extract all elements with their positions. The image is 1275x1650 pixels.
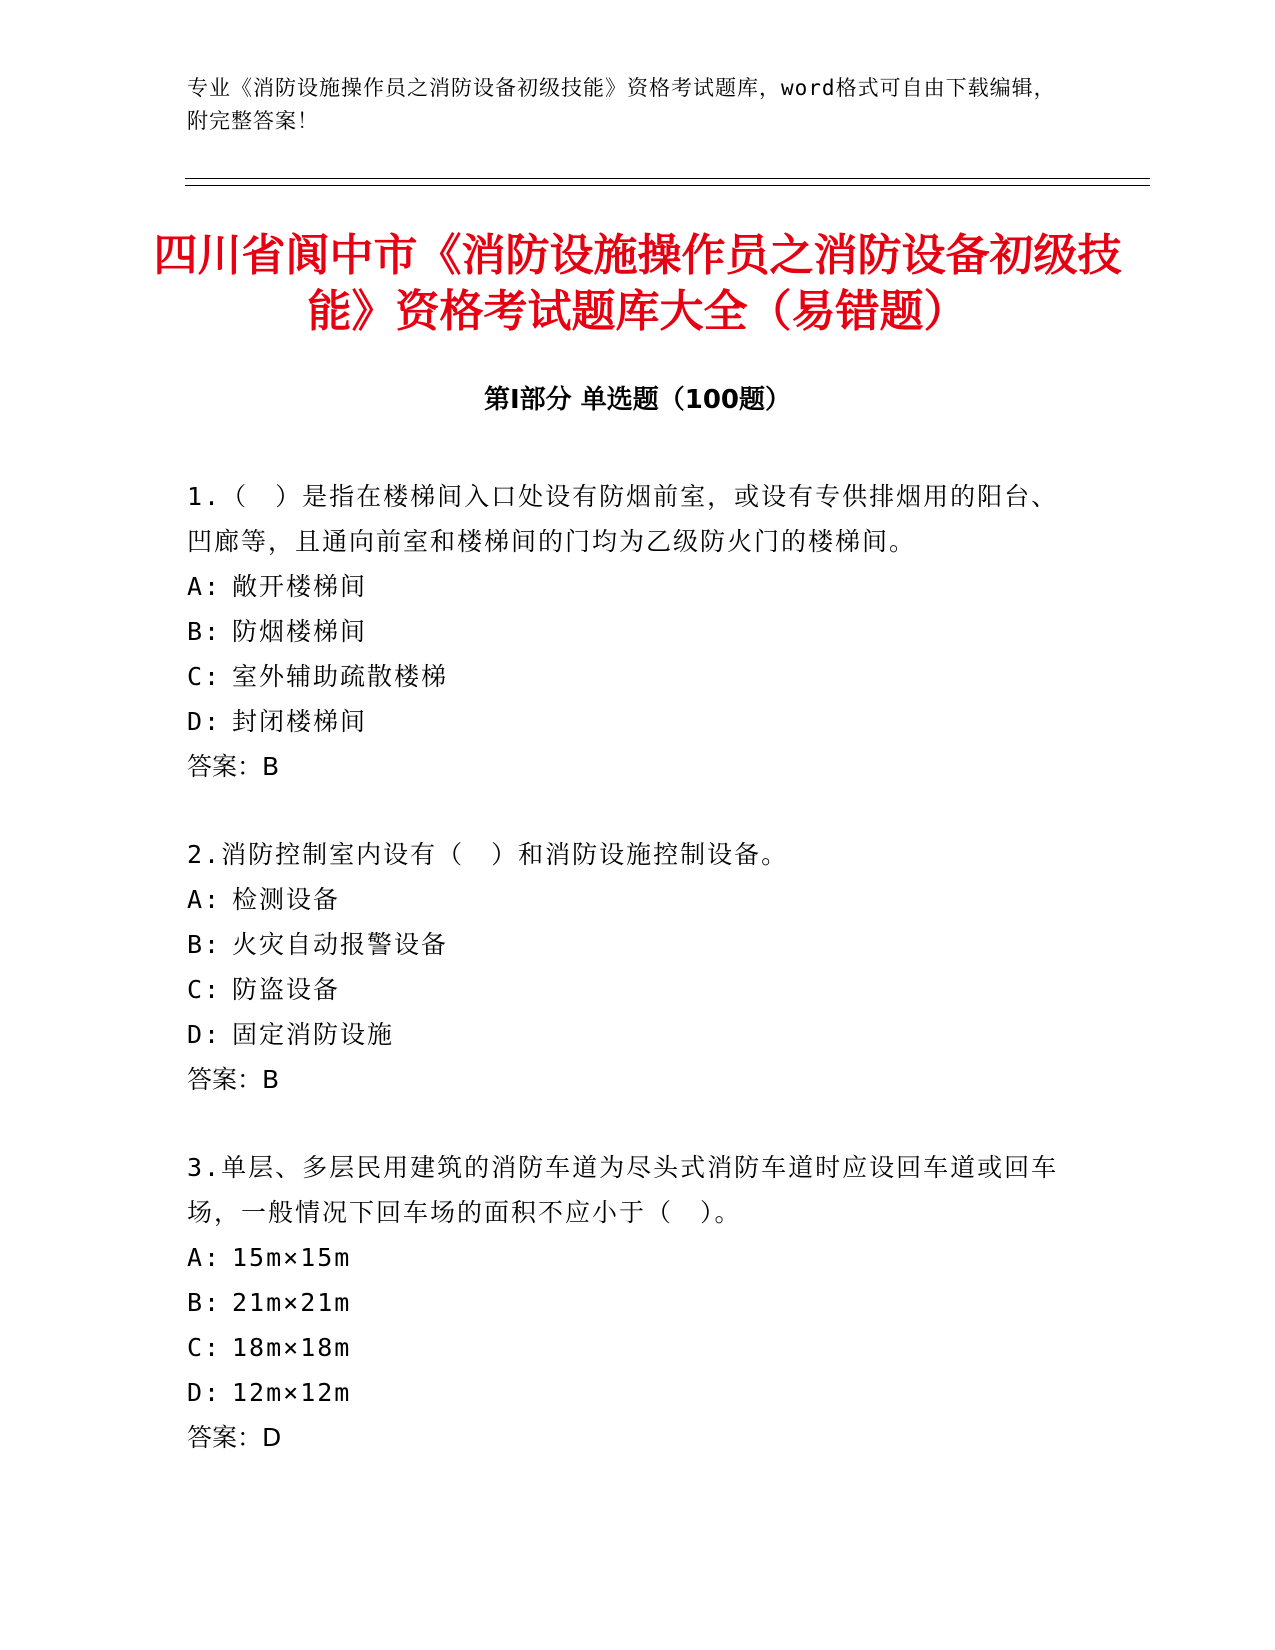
option-a (187, 564, 1067, 609)
header-divider-top (185, 178, 1150, 179)
option-key: A: (187, 1243, 222, 1272)
option-key: D: (187, 1378, 222, 1407)
header-divider-bottom (185, 185, 1150, 186)
option-text: 室外辅助疏散楼梯 (232, 662, 449, 691)
question-list (187, 474, 1067, 1503)
option-key: A: (187, 572, 222, 601)
option-text: 12m×12m (232, 1378, 352, 1407)
option-key: B: (187, 1288, 222, 1317)
question-item (187, 474, 1067, 789)
option-d (187, 699, 1067, 744)
question-item (187, 1145, 1067, 1460)
option-c (187, 1325, 1067, 1370)
option-text: 敞开楼梯间 (232, 572, 368, 601)
option-text: 固定消防设施 (232, 1020, 395, 1049)
option-c (187, 654, 1067, 699)
option-d (187, 1012, 1067, 1057)
option-text: 封闭楼梯间 (232, 707, 368, 736)
option-b (187, 922, 1067, 967)
option-text: 15m×15m (232, 1243, 352, 1272)
answer-line: 答案：D (187, 1423, 282, 1452)
option-key: D: (187, 707, 222, 736)
answer-line: 答案：B (187, 1065, 280, 1094)
option-text: 火灾自动报警设备 (232, 930, 449, 959)
option-a (187, 1235, 1067, 1280)
option-key: B: (187, 930, 222, 959)
section-heading: 第Ⅰ部分 单选题（100题） (484, 385, 791, 415)
option-key: C: (187, 975, 222, 1004)
answer-line: 答案：B (187, 752, 280, 781)
option-key: A: (187, 885, 222, 914)
option-text: 防烟楼梯间 (232, 617, 368, 646)
option-key: C: (187, 662, 222, 691)
option-key: B: (187, 617, 222, 646)
option-key: C: (187, 1333, 222, 1362)
option-d (187, 1370, 1067, 1415)
option-a (187, 877, 1067, 922)
option-b (187, 609, 1067, 654)
option-b (187, 1280, 1067, 1325)
option-text: 防盗设备 (232, 975, 341, 1004)
question-item (187, 832, 1067, 1102)
question-stem: 1.（ ）是指在楼梯间入口处设有防烟前室，或设有专供排烟用的阳台、凹廊等，且通向前室和楼梯间的门均为乙级防火门的楼梯间。 (187, 482, 1059, 556)
document-title: 四川省阆中市《消防设施操作员之消防设备初级技能》资格考试题库大全（易错题） (153, 230, 1122, 337)
question-stem: 2.消防控制室内设有（ ）和消防设施控制设备。 (187, 840, 789, 869)
option-text: 18m×18m (232, 1333, 352, 1362)
option-key: D: (187, 1020, 222, 1049)
question-stem: 3.单层、多层民用建筑的消防车道为尽头式消防车道时应设回车道或回车场，一般情况下回车场的面积不应小于（ ）。 (187, 1153, 1059, 1227)
option-text: 检测设备 (232, 885, 341, 914)
header-note: 专业《消防设施操作员之消防设备初级技能》资格考试题库，word格式可自由下载编辑，附完整答案！ (187, 76, 1056, 133)
option-text: 21m×21m (232, 1288, 352, 1317)
option-c (187, 967, 1067, 1012)
